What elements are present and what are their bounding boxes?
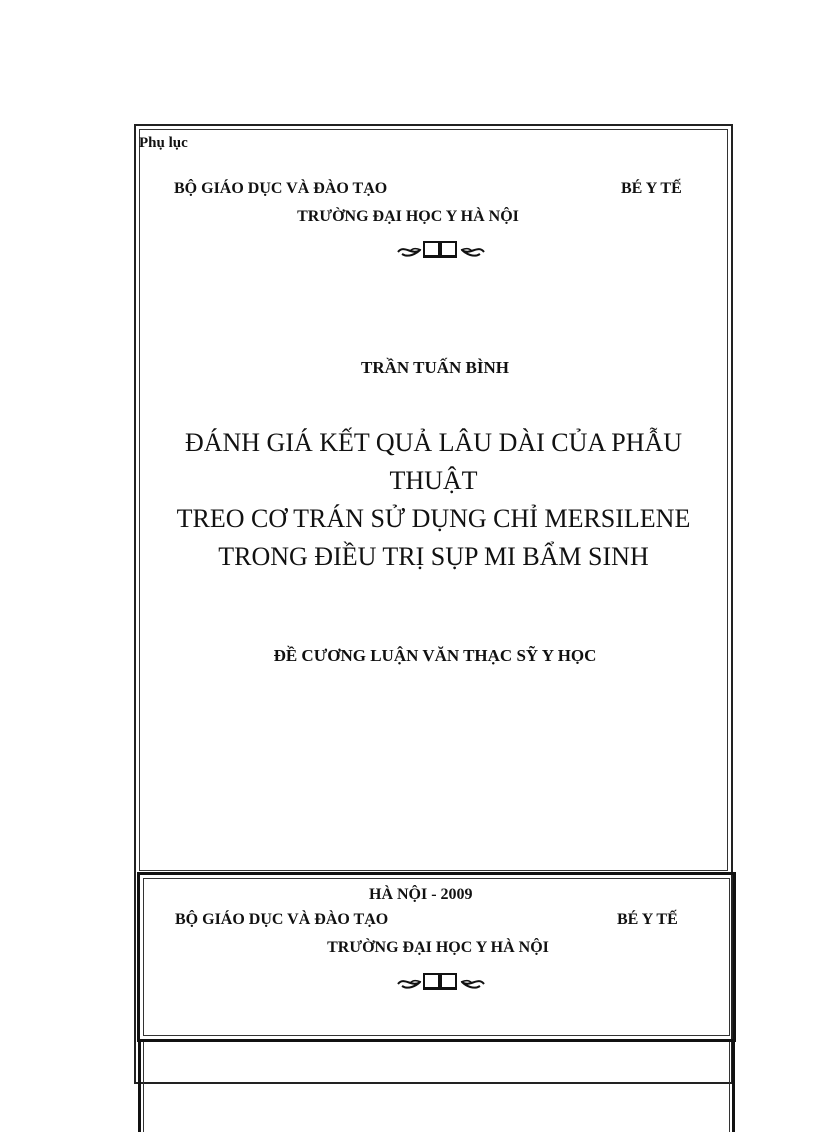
- thesis-title-line: TRONG ĐIỀU TRỊ SỤP MI BẨM SINH: [218, 542, 649, 571]
- thesis-title: [139, 424, 728, 576]
- third-page-inner-border: [143, 1042, 730, 1132]
- thesis-title-line: ĐÁNH GIÁ KẾT QUẢ LÂU DÀI CỦA PHẪU: [184, 428, 683, 457]
- thesis-title-line: TREO CƠ TRÁN SỬ DỤNG CHỈ MERSILENE: [176, 504, 691, 533]
- ministry-education: BỘ GIÁO DỤC VÀ ĐÀO TẠO: [174, 180, 388, 197]
- university-name: TRƯỜNG ĐẠI HỌC Y HÀ NỘI: [327, 939, 549, 956]
- ministry-health: BÉ Y TẾ: [617, 911, 678, 928]
- ministry-education: BỘ GIÁO DỤC VÀ ĐÀO TẠO: [175, 911, 389, 928]
- appendix-label: Phụ lục: [139, 135, 188, 151]
- place-year: HÀ NỘI - 2009: [369, 886, 473, 903]
- thesis-title-line: THUẬT: [389, 466, 478, 495]
- book-ornament-icon: [396, 238, 486, 260]
- thesis-type: ĐỀ CƯƠNG LUẬN VĂN THẠC SỸ Y HỌC: [273, 646, 597, 665]
- ministry-health: BÉ Y TẾ: [621, 180, 682, 197]
- university-name: TRƯỜNG ĐẠI HỌC Y HÀ NỘI: [297, 208, 519, 225]
- book-ornament-icon: [396, 970, 486, 992]
- author-name: TRẦN TUẤN BÌNH: [361, 358, 509, 377]
